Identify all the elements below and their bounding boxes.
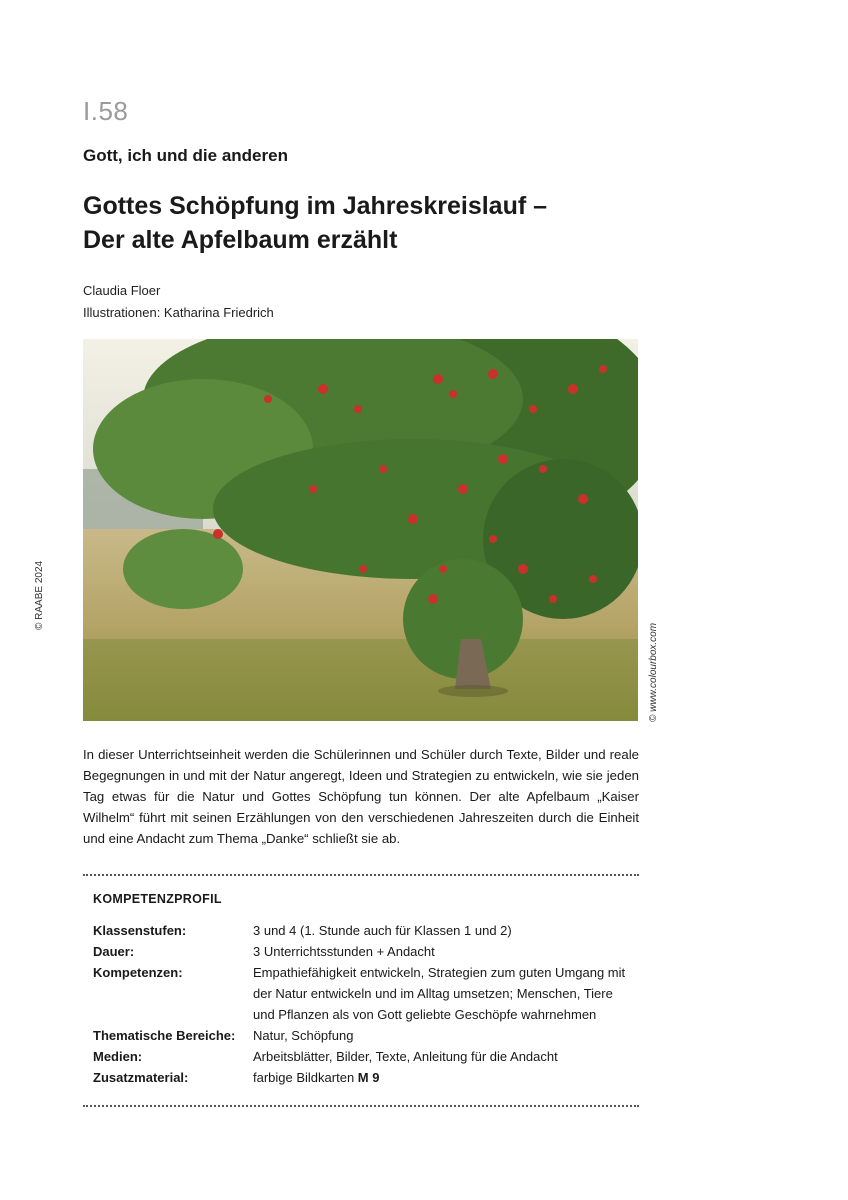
- profile-heading: KOMPETENZPROFIL: [93, 892, 222, 906]
- series-title: Gott, ich und die anderen: [83, 146, 288, 165]
- material-reference: M 9: [357, 1070, 380, 1085]
- copyright-note: © RAABE 2024: [34, 560, 45, 630]
- profile-value-text: farbige Bildkarten: [253, 1070, 355, 1085]
- profile-label: Zusatzmaterial:: [93, 1070, 189, 1085]
- profile-value: Empathiefähigkeit entwickeln, Strategien zum guten Umgang mit der Natur entwickeln und im Alltag umsetzen; Menschen, Tiere und Pflanzen als von Gott geliebte Geschöpfe wahrnehmen: [253, 965, 626, 1022]
- credits: [83, 280, 274, 324]
- profile-label: Kompetenzen:: [93, 965, 183, 980]
- profile-label: Thematische Bereiche:: [93, 1028, 236, 1043]
- title-line-1: Gottes Schöpfung im Jahreskreislauf –: [83, 192, 548, 220]
- profile-value: Arbeitsblätter, Bilder, Texte, Anleitung für die Andacht: [253, 1049, 558, 1064]
- apple-tree-photo: [83, 339, 638, 721]
- profile-row: [93, 1025, 633, 1046]
- page-title: [83, 189, 683, 257]
- title-line-2: Der alte Apfelbaum erzählt: [83, 226, 398, 254]
- profile-row: [93, 1046, 633, 1067]
- profile-label: Dauer:: [93, 944, 135, 959]
- profile-value: [253, 1067, 633, 1088]
- profile-label: Medien:: [93, 1049, 143, 1064]
- profile-value: Natur, Schöpfung: [253, 1028, 354, 1043]
- profile-row: [93, 941, 633, 962]
- profile-row: [93, 920, 633, 941]
- profile-row: [93, 1067, 633, 1088]
- competence-profile: [93, 892, 633, 1088]
- intro-paragraph: In dieser Unterrichtseinheit werden die Schülerinnen und Schüler durch Texte, Bilder und reale Begegnungen in und mit der Natur angeregt, Ideen und Strategien zu entwickeln, wie sie jeden Tag etwas für die Natur und Gottes Schöpfung tun können. Der alte Apfelbaum „Kaiser Wilhelm“ führt mit seinen Erzählungen von den verschiedenen Jahreszeiten durch die Einheit und eine Andacht zum Thema „Danke“ schließt sie ab.: [83, 747, 639, 846]
- author-name: Claudia Floer: [83, 283, 161, 298]
- profile-row: [93, 962, 633, 1025]
- unit-code: I.58: [83, 96, 129, 126]
- profile-value: 3 Unterrichtsstunden + Andacht: [253, 944, 435, 959]
- profile-label: Klassenstufen:: [93, 923, 187, 938]
- profile-value: 3 und 4 (1. Stunde auch für Klassen 1 und 2): [253, 923, 512, 938]
- divider-bottom: [83, 1105, 639, 1107]
- illustrator: Illustrationen: Katharina Friedrich: [83, 305, 274, 320]
- divider-top: [83, 874, 639, 876]
- photo-credit: © www.colourbox.com: [648, 622, 659, 722]
